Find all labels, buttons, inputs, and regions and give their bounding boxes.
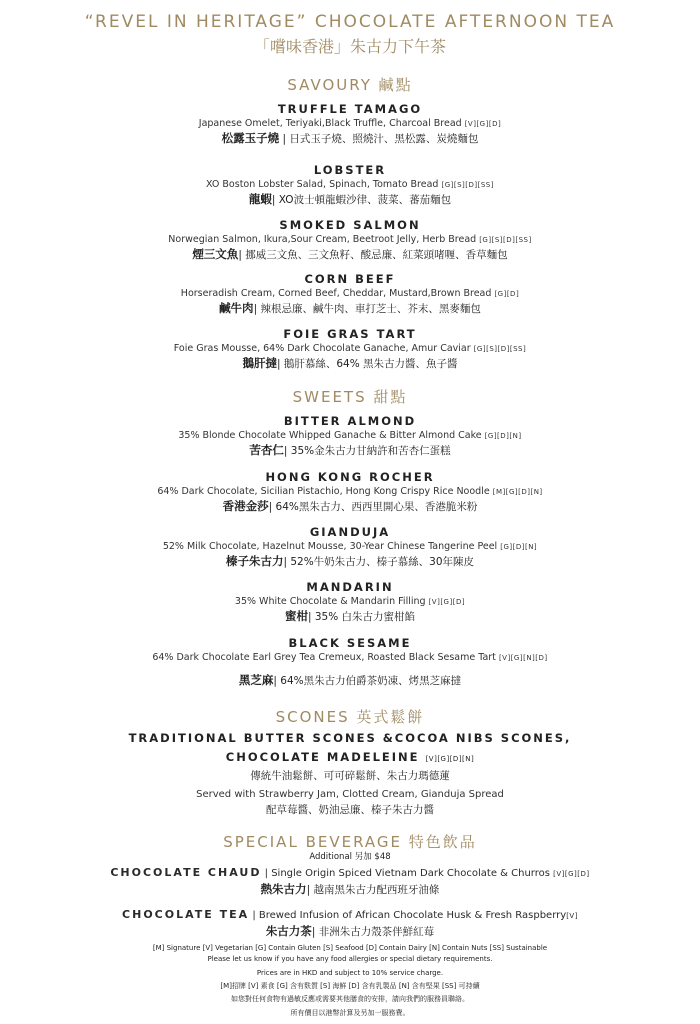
item-name-chinese: 松露玉子燒 xyxy=(221,131,280,145)
item-tags: [V] xyxy=(566,912,578,920)
menu-item xyxy=(0,163,700,208)
item-name: BITTER ALMOND xyxy=(283,414,417,428)
item-tags: [G][D] xyxy=(494,290,520,298)
item-tags: [V][G][D] xyxy=(464,120,502,128)
price-note-chinese: 所有價目以港幣計算及另加一服務費。 xyxy=(290,1009,410,1017)
item-name: LOBSTER xyxy=(313,163,387,177)
item-description: 64% Dark Chocolate, Sicilian Pistachio, Hong Kong Crispy Rice Noodle xyxy=(157,486,490,497)
allergy-note: Please let us know if you have any food allergies or special dietary requirements. xyxy=(207,955,493,963)
item-name: GIANDUJA xyxy=(309,525,391,539)
allergy-note-chinese: 如您對任何食物有過敏反應或需要其他膳食的安排，請向我們的服務員聯絡。 xyxy=(231,995,469,1003)
item-description: 35% Blonde Chocolate Whipped Ganache & Bitter Almond Cake xyxy=(178,430,482,441)
additional-price: Additional 另加 $48 xyxy=(309,852,391,862)
item-description: Foie Gras Mousse, 64% Dark Chocolate Ganache, Amur Caviar xyxy=(173,343,471,354)
item-name-chinese: 龍蝦 xyxy=(248,192,272,206)
item-tags: [V][G][N][D] xyxy=(498,654,548,662)
item-description-chinese: | 日式玉子燒、照燒汁、黑松露、炭燒麵包 xyxy=(282,133,479,145)
section-heading-beverage: SPECIAL BEVERAGE 特色飲品 xyxy=(223,833,477,851)
item-tags: [M][G][D][N] xyxy=(492,488,543,496)
dietary-legend-chinese: [M]招牌 [V] 素食 [G] 含有麩質 [S] 海鮮 [D] 含有乳製品 [N] 含有堅果 [SS] 可持續 xyxy=(220,982,480,990)
menu-item xyxy=(0,218,700,263)
item-description: XO Boston Lobster Salad, Spinach, Tomato Bread xyxy=(206,179,439,190)
item-description-chinese: | 鵝肝慕絲、64% 黑朱古力醬、魚子醬 xyxy=(276,358,458,370)
item-description-chinese: | 52%牛奶朱古力、榛子慕絲、30年陳皮 xyxy=(283,556,475,568)
item-description-chinese: | 辣根忌廉、鹹牛肉、車打芝士、芥末、黑麥麵包 xyxy=(253,303,481,315)
item-tags: [G][D][N] xyxy=(500,543,538,551)
item-description: 35% White Chocolate & Mandarin Filling xyxy=(234,596,426,607)
item-description-chinese: | 非洲朱古力殼茶伴鮮紅莓 xyxy=(311,926,435,938)
item-name-chinese: 朱古力茶 xyxy=(265,924,312,938)
item-tags: [V][G][D] xyxy=(428,598,466,606)
menu-item xyxy=(0,272,700,317)
item-description: Horseradish Cream, Corned Beef, Cheddar, Mustard,Brown Bread xyxy=(180,288,492,299)
item-name: SMOKED SALMON xyxy=(279,218,421,232)
section-heading-scones: SCONES 英式鬆餅 xyxy=(275,708,425,726)
item-description-chinese: | XO波士頓龍蝦沙律、菠菜、蕃茄麵包 xyxy=(271,194,452,206)
item-description: 52% Milk Chocolate, Hazelnut Mousse, 30-Year Chinese Tangerine Peel xyxy=(162,541,498,552)
menu-item xyxy=(0,470,700,515)
item-name: TRADITIONAL BUTTER SCONES &COCOA NIBS SCONES, xyxy=(128,731,572,745)
item-name-chinese: 蜜柑 xyxy=(284,609,308,623)
menu-item xyxy=(0,580,700,625)
beverage-item xyxy=(0,865,700,898)
menu-title-chinese: 「嚐味香港」朱古力下午茶 xyxy=(253,37,446,56)
item-description-chinese: | 64%黑朱古力伯爵茶奶凍、烤黑芝麻撻 xyxy=(273,675,462,687)
menu-item xyxy=(0,525,700,570)
section-heading-sweets: SWEETS 甜點 xyxy=(292,388,408,406)
item-description-chinese: | 越南黑朱古力配西班牙油條 xyxy=(306,884,440,896)
item-description: | Single Origin Spiced Vietnam Dark Chocolate & Churros xyxy=(264,868,550,879)
item-name: MANDARIN xyxy=(306,580,394,594)
item-name-chinese: 榛子朱古力 xyxy=(225,554,284,568)
item-tags: [G][S][D][SS] xyxy=(473,345,527,353)
item-name-chinese: 苦杏仁 xyxy=(249,443,284,457)
item-description: | Brewed Infusion of African Chocolate Husk & Fresh Raspberry xyxy=(252,910,567,921)
item-name-chinese: 鹹牛肉 xyxy=(219,301,254,315)
menu-item xyxy=(0,327,700,372)
item-name-chinese: 黑芝麻 xyxy=(238,673,274,687)
menu-item-scones xyxy=(0,729,700,818)
menu-item xyxy=(0,636,700,689)
item-name: TRUFFLE TAMAGO xyxy=(277,102,423,116)
menu-item xyxy=(0,102,700,147)
item-name-continued: CHOCOLATE MADELEINE xyxy=(225,750,420,764)
item-tags: [G][S][D][SS] xyxy=(441,181,494,189)
item-name-chinese: 熱朱古力 xyxy=(260,882,307,896)
item-description: 64% Dark Chocolate Earl Grey Tea Cremeux, Roasted Black Sesame Tart xyxy=(152,652,496,663)
menu-title: “REVEL IN HERITAGE” CHOCOLATE AFTERNOON TEA xyxy=(84,12,616,32)
item-description-chinese: | 64%黑朱古力、西西里開心果、香港脆米粉 xyxy=(268,501,478,513)
menu-item xyxy=(0,414,700,459)
item-description: Japanese Omelet, Teriyaki,Black Truffle, Charcoal Bread xyxy=(198,118,462,129)
item-name: HONG KONG ROCHER xyxy=(265,470,435,484)
section-heading-savoury: SAVOURY 鹹點 xyxy=(287,76,413,94)
item-name-chinese: 煙三文魚 xyxy=(192,247,239,261)
item-description-chinese: | 挪威三文魚、三文魚籽、酸忌廉、紅菜頭啫喱、香草麵包 xyxy=(238,249,508,261)
item-name: CORN BEEF xyxy=(304,272,396,286)
price-note: Prices are in HKD and subject to 10% service charge. xyxy=(256,969,444,977)
item-tags: [G][D][N] xyxy=(484,432,522,440)
item-name: CHOCOLATE TEA xyxy=(122,908,250,921)
item-name: CHOCOLATE CHAUD xyxy=(110,866,262,879)
beverage-item xyxy=(0,907,700,940)
item-name-chinese: 香港金莎 xyxy=(222,499,269,513)
item-tags: [V][G][D][N] xyxy=(425,755,475,763)
served-with: Served with Strawberry Jam, Clotted Cream, Gianduja Spread xyxy=(196,789,504,800)
item-tags: [G][S][D][SS] xyxy=(479,236,532,244)
item-name-chinese: 鵝肝撻 xyxy=(242,356,277,370)
item-name: BLACK SESAME xyxy=(288,636,412,650)
item-tags: [V][G][D] xyxy=(553,870,590,878)
dietary-legend: [M] Signature [V] Vegetarian [G] Contain Gluten [S] Seafood [D] Contain Dairy [N] Contain Nuts [SS] Sustainable xyxy=(152,944,548,952)
item-name: FOIE GRAS TART xyxy=(283,327,417,341)
item-description-chinese: | 35% 白朱古力蜜柑餡 xyxy=(307,611,416,623)
item-description-chinese: | 35%金朱古力甘納許和苦杏仁蛋糕 xyxy=(283,445,451,457)
item-name-chinese: 傳統牛油鬆餅、可可碎鬆餅、朱古力瑪德蓮 xyxy=(250,770,450,782)
item-description: Norwegian Salmon, Ikura,Sour Cream, Beetroot Jelly, Herb Bread xyxy=(168,234,477,245)
served-with-chinese: 配草莓醬、奶油忌廉、榛子朱古力醬 xyxy=(266,804,434,816)
